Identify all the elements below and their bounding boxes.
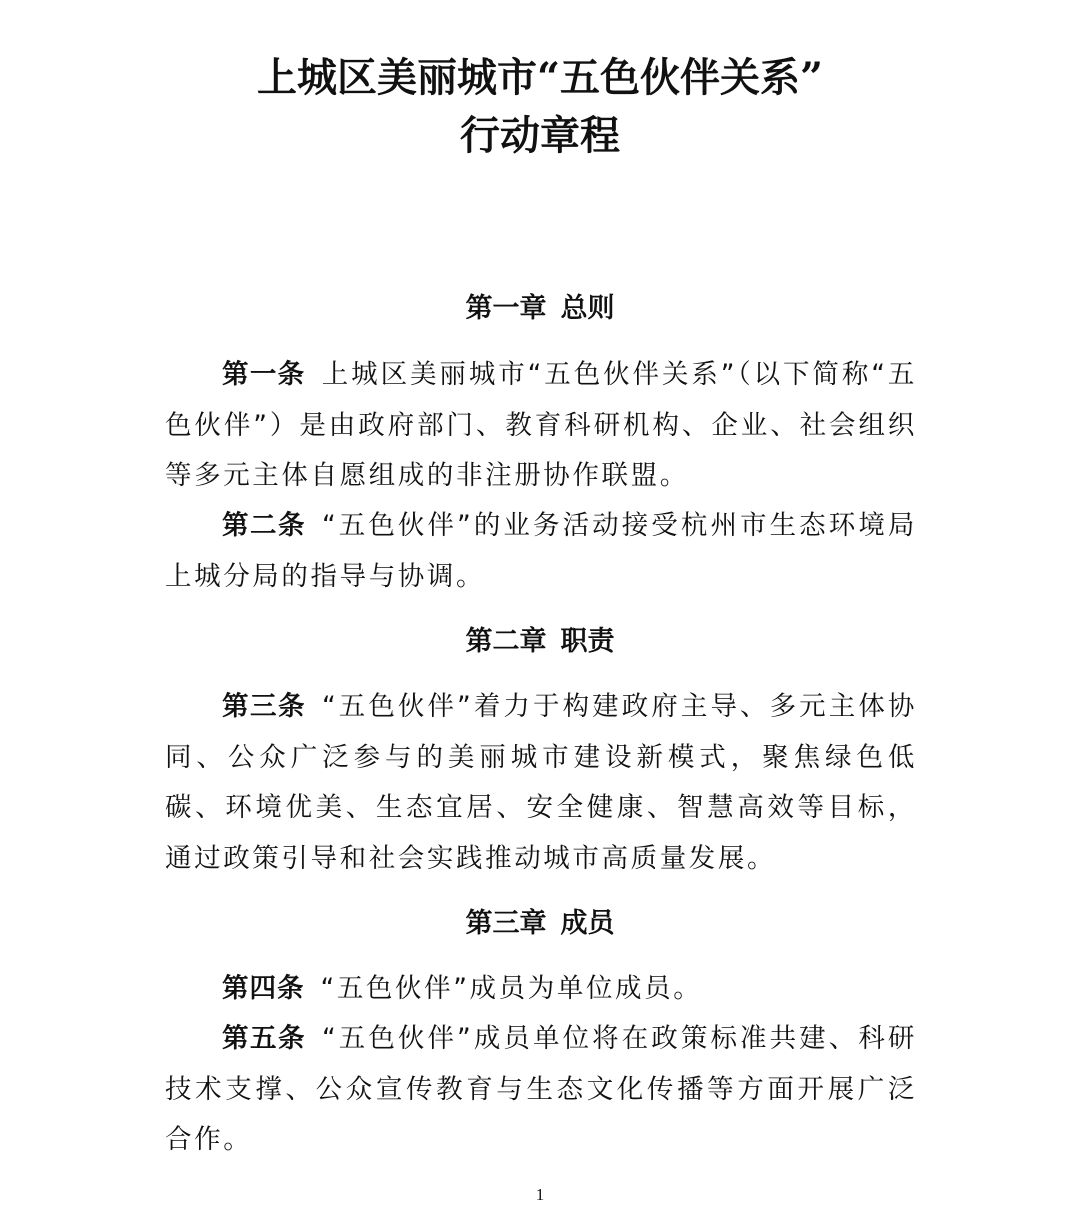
article-text: “五色伙伴”着力于构建政府主导、多元主体协同、公众广泛参与的美丽城市建设新模式，聚焦绿色低碳、环境优美、生态宜居、安全健康、智慧高效等目标，通过政策引导和社会实践推动城市高质量发展。	[165, 691, 918, 874]
chapter-name: 成员	[560, 908, 615, 939]
article-2	[165, 501, 917, 602]
chapter-number: 第一章	[465, 293, 547, 324]
article-text: “五色伙伴”成员为单位成员。	[320, 973, 703, 1004]
chapter-name: 总则	[560, 293, 615, 324]
article-lead: 第四条	[222, 973, 305, 1004]
document-title-line-1: 上城区美丽城市“五色伙伴关系”	[256, 54, 823, 101]
chapter-number: 第二章	[465, 626, 547, 657]
chapter-heading-2	[0, 625, 1080, 659]
article-5	[165, 1014, 917, 1166]
article-lead: 第二条	[222, 510, 306, 541]
article-lead: 第一条	[222, 359, 306, 390]
chapter-name: 职责	[560, 626, 615, 657]
page-number: 1	[535, 1185, 545, 1204]
article-text: 上城区美丽城市“五色伙伴关系”（以下简称“五色伙伴”）是由政府部门、教育科研机构、企业、社会组织等多元主体自愿组成的非注册协作联盟。	[165, 359, 918, 491]
article-lead: 第五条	[222, 1023, 306, 1054]
article-text: “五色伙伴”成员单位将在政策标准共建、科研技术支撑、公众宣传教育与生态文化传播等方面开展广泛合作。	[165, 1023, 918, 1155]
chapter-heading-3	[0, 907, 1080, 941]
chapter-number: 第三章	[465, 908, 547, 939]
article-lead: 第三条	[222, 691, 306, 722]
article-4	[165, 964, 917, 1015]
article-text: “五色伙伴”的业务活动接受杭州市生态环境局上城分局的指导与协调。	[165, 510, 918, 592]
chapter-heading-1	[0, 292, 1080, 326]
document-title-line-2: 行动章程	[460, 112, 620, 159]
article-1	[165, 350, 917, 502]
article-3	[165, 682, 917, 884]
